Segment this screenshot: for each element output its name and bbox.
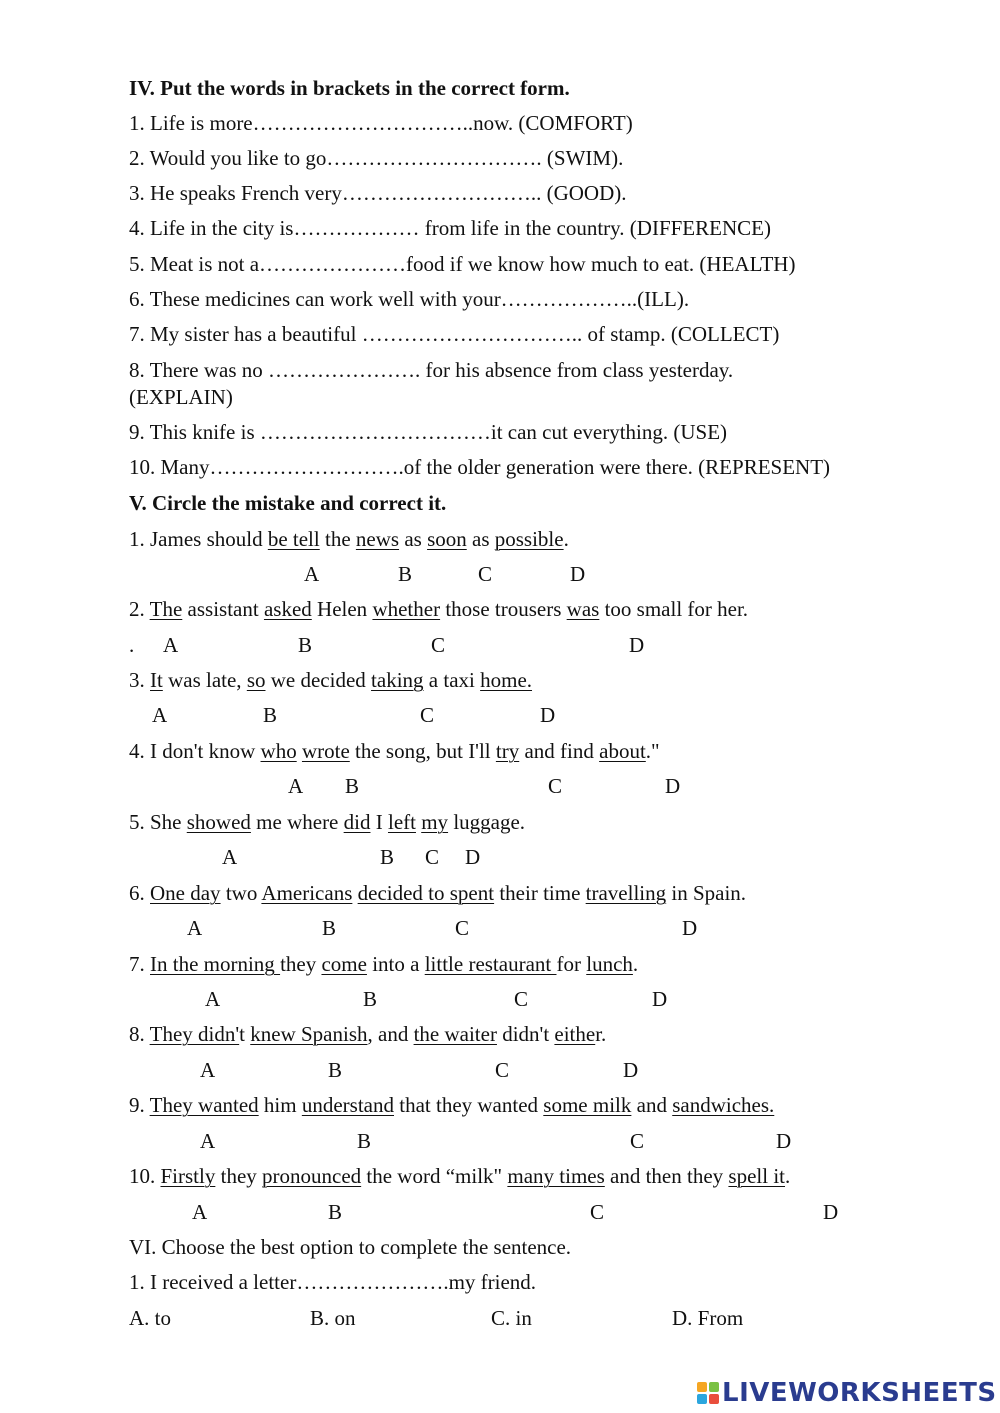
q5-letter-d: D [465, 845, 481, 869]
q10-letter-d: D [823, 1200, 839, 1224]
q2-letter-d: D [629, 633, 645, 657]
mistake-question-7: 7. In the morning they come into a little restaurant for lunch. [129, 952, 639, 976]
q6-letter-d: D [682, 916, 698, 940]
exercise-4-item-2: 2. Would you like to go…………………………. (SWIM). [129, 146, 624, 170]
q9-letter-c: C [630, 1129, 645, 1153]
q8-letter-c: C [495, 1058, 510, 1082]
exercise-4-item-3: 3. He speaks French very……………………….. (GOOD). [129, 181, 627, 205]
option-b: B. on [310, 1306, 356, 1330]
q7-letter-c: C [514, 987, 529, 1011]
q1-letter-c: C [478, 562, 493, 586]
q1-letter-d: D [570, 562, 586, 586]
q2-letter-c: C [431, 633, 446, 657]
q2-dot: . [129, 633, 135, 657]
mistake-question-5: 5. She showed me where did I left my luggage. [129, 810, 526, 834]
mistake-question-2: 2. The assistant asked Helen whether those trousers was too small for her. [129, 597, 749, 621]
logo-grid-icon [697, 1382, 719, 1404]
q2-letter-a: A [163, 633, 179, 657]
q5-letter-b: B [380, 845, 395, 869]
option-c: C. in [491, 1306, 532, 1330]
q5-letter-a: A [222, 845, 238, 869]
q1-letter-b: B [398, 562, 413, 586]
exercise-4-item-8: 8. There was no …………………. for his absence from class yesterday. [129, 358, 734, 382]
mistake-question-8: 8. They didn't knew Spanish, and the waiter didn't either. [129, 1022, 607, 1046]
q6-letter-b: B [322, 916, 337, 940]
q1-letter-a: A [304, 562, 320, 586]
exercise-4-item-1: 1. Life is more…………………………..now. (COMFORT) [129, 111, 633, 135]
logo-text: LIVEWORKSHEETS [722, 1378, 997, 1408]
exercise-4-item-7: 7. My sister has a beautiful ………………………….. of stamp. (COLLECT) [129, 322, 780, 346]
q4-letter-d: D [665, 774, 681, 798]
section-5-title: V. Circle the mistake and correct it. [129, 491, 447, 515]
logo-square-icon [697, 1394, 707, 1404]
section-4-title: IV. Put the words in brackets in the correct form. [129, 76, 570, 100]
q4-letter-b: B [345, 774, 360, 798]
liveworksheets-logo [697, 1378, 997, 1408]
q10-letter-b: B [328, 1200, 343, 1224]
q2-letter-b: B [298, 633, 313, 657]
exercise-4-item-4: 4. Life in the city is……………… from life in the country. (DIFFERENCE) [129, 216, 771, 240]
q7-letter-b: B [363, 987, 378, 1011]
logo-square-icon [697, 1382, 707, 1392]
q9-letter-d: D [776, 1129, 792, 1153]
exercise-4-item-10: 10. Many……………………….of the older generation were there. (REPRESENT) [129, 455, 831, 479]
option-d: D. From [672, 1306, 744, 1330]
exercise-4-item-8-cont: (EXPLAIN) [129, 385, 233, 409]
section-6-title: VI. Choose the best option to complete the sentence. [129, 1235, 572, 1259]
q10-letter-c: C [590, 1200, 605, 1224]
choice-question-1: 1. I received a letter………………….my friend. [129, 1270, 537, 1294]
q4-letter-c: C [548, 774, 563, 798]
logo-square-icon [709, 1394, 719, 1404]
q3-letter-b: B [263, 703, 278, 727]
q7-letter-a: A [205, 987, 221, 1011]
mistake-question-10: 10. Firstly they pronounced the word “milk" many times and then they spell it. [129, 1164, 791, 1188]
q9-letter-b: B [357, 1129, 372, 1153]
q3-letter-c: C [420, 703, 435, 727]
q6-letter-a: A [187, 916, 203, 940]
q5-letter-c: C [425, 845, 440, 869]
mistake-question-9: 9. They wanted him understand that they wanted some milk and sandwiches. [129, 1093, 775, 1117]
q3-letter-a: A [152, 703, 168, 727]
mistake-question-6: 6. One day two Americans decided to spent their time travelling in Spain. [129, 881, 747, 905]
mistake-question-3: 3. It was late, so we decided taking a taxi home. [129, 668, 533, 692]
mistake-question-1: 1. James should be tell the news as soon as possible. [129, 527, 569, 551]
q9-letter-a: A [200, 1129, 216, 1153]
option-a: A. to [129, 1306, 171, 1330]
exercise-4-item-6: 6. These medicines can work well with your………………..(ILL). [129, 287, 690, 311]
q6-letter-c: C [455, 916, 470, 940]
logo-square-icon [709, 1382, 719, 1392]
q7-letter-d: D [652, 987, 668, 1011]
q8-letter-a: A [200, 1058, 216, 1082]
q4-letter-a: A [288, 774, 304, 798]
q10-letter-a: A [192, 1200, 208, 1224]
q8-letter-d: D [623, 1058, 639, 1082]
exercise-4-item-9: 9. This knife is ……………………………it can cut everything. (USE) [129, 420, 728, 444]
q3-letter-d: D [540, 703, 556, 727]
q8-letter-b: B [328, 1058, 343, 1082]
mistake-question-4: 4. I don't know who wrote the song, but I'll try and find about." [129, 739, 660, 763]
exercise-4-item-5: 5. Meat is not a…………………food if we know how much to eat. (HEALTH) [129, 252, 796, 276]
